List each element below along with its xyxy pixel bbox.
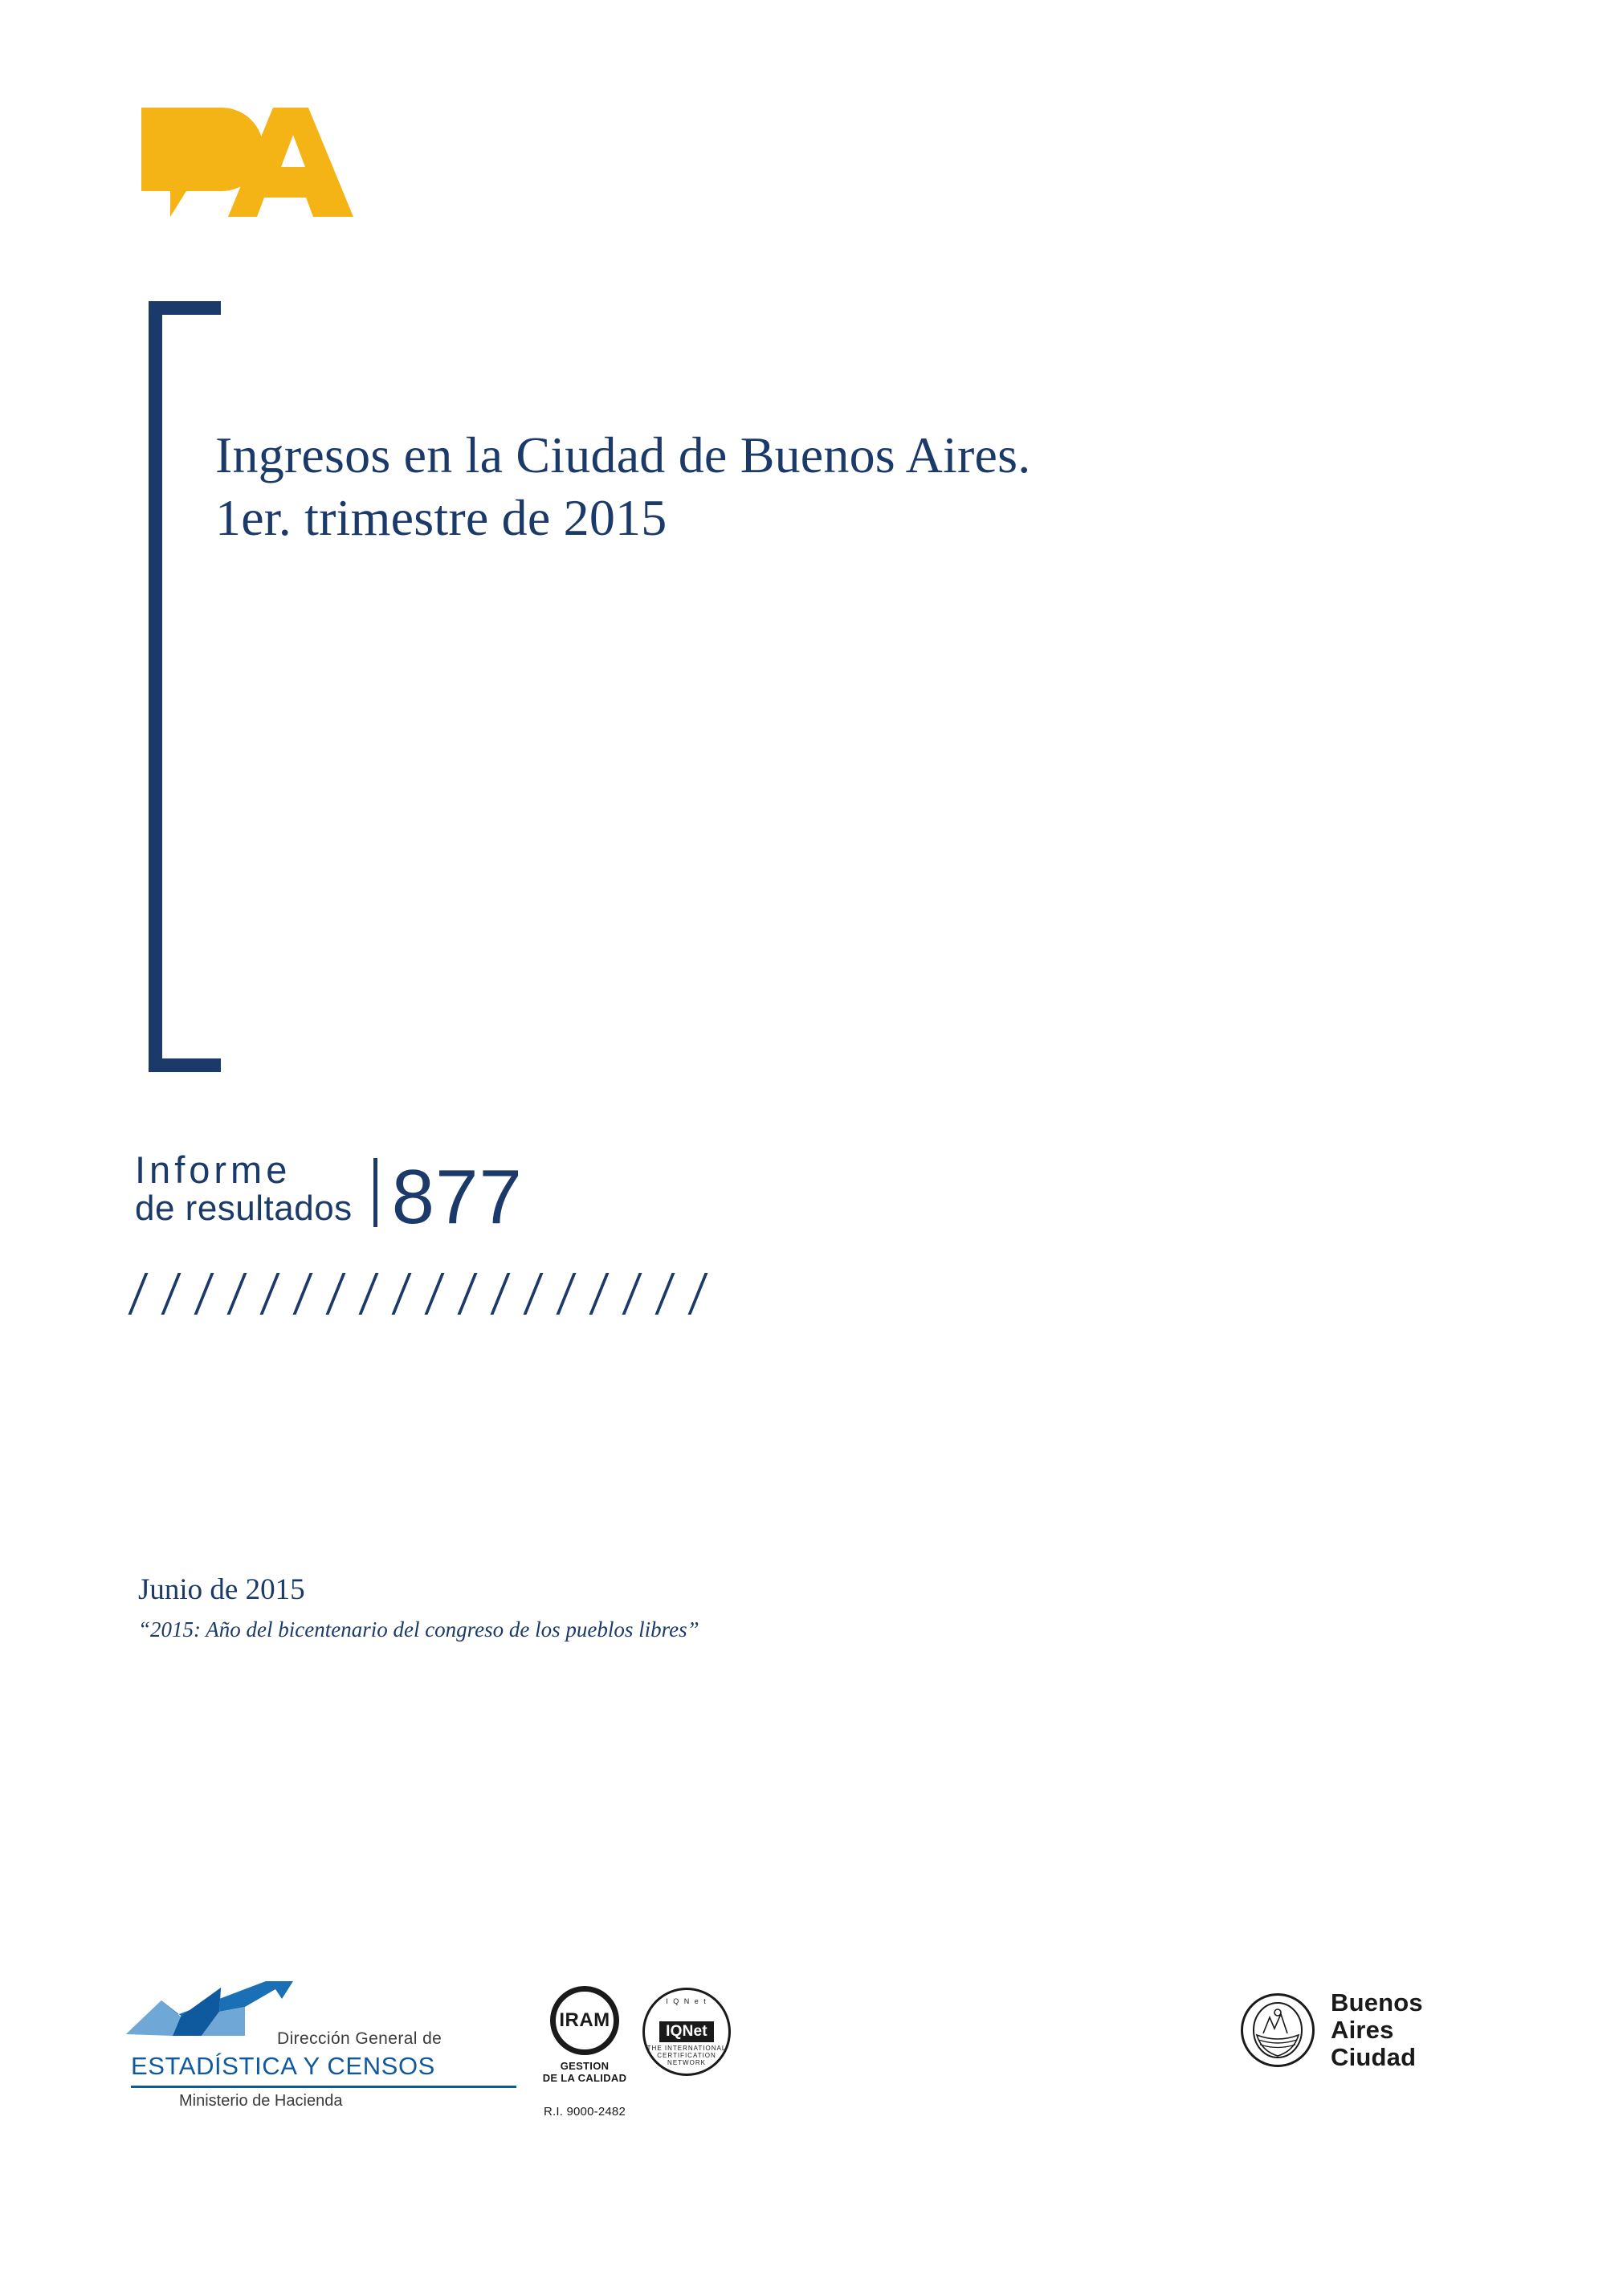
page-title <box>215 424 1468 549</box>
slash-mark <box>589 1273 622 1315</box>
dgec-bottom-text: Ministerio de Hacienda <box>179 2092 343 2110</box>
slash-mark <box>524 1273 557 1315</box>
publication-date: Junio de 2015 <box>138 1573 305 1606</box>
city-wordmark <box>1331 1989 1423 2071</box>
footer <box>0 1964 1623 2156</box>
city-line-3: Ciudad <box>1331 2043 1417 2072</box>
slash-mark <box>293 1273 326 1315</box>
certification-seals <box>540 1986 748 2135</box>
report-label-line-1: Informe <box>135 1148 292 1191</box>
iqnet-ring <box>642 1988 731 2076</box>
report-divider <box>373 1158 377 1227</box>
slash-mark <box>425 1273 458 1315</box>
report-label-block <box>135 1148 1099 1241</box>
city-line-2: Aires <box>1331 2016 1394 2045</box>
slash-mark <box>194 1273 227 1315</box>
report-label-line-2: de resultados <box>135 1189 353 1229</box>
report-number: 877 <box>391 1154 523 1241</box>
iqnet-top-text: I Q N e t <box>666 1997 708 2005</box>
dgec-top-text: Dirección General de <box>277 2029 442 2048</box>
slash-mark <box>688 1273 721 1315</box>
slash-mark <box>128 1273 161 1315</box>
slash-mark <box>227 1273 260 1315</box>
slash-mark <box>622 1273 655 1315</box>
dgec-logo <box>124 1980 526 2110</box>
decorative-bracket <box>149 301 221 1072</box>
ba-logo <box>138 104 371 233</box>
iram-line-2: DE LA CALIDAD <box>542 2072 627 2084</box>
dgec-main-text: ESTADÍSTICA Y CENSOS <box>131 2052 435 2080</box>
slash-mark <box>392 1273 425 1315</box>
iram-line-1: GESTION <box>560 2060 610 2072</box>
slash-mark <box>161 1273 194 1315</box>
slash-mark <box>260 1273 293 1315</box>
city-line-1: Buenos <box>1331 1988 1423 2017</box>
slash-mark <box>326 1273 359 1315</box>
decorative-slashes <box>128 1273 1044 1321</box>
publication-info <box>138 1570 1262 1646</box>
title-line-2: 1er. trimestre de 2015 <box>215 489 667 547</box>
slash-mark <box>359 1273 392 1315</box>
slash-mark <box>655 1273 688 1315</box>
city-government-logo <box>1241 1989 1423 2071</box>
iram-code: R.I. 9000-2482 <box>543 2105 626 2119</box>
year-slogan: “2015: Año del bicentenario del congreso de los pueblos libres” <box>138 1617 699 1641</box>
iram-mark: IRAM <box>550 1986 619 2055</box>
iram-seal <box>540 1986 630 2119</box>
title-line-1: Ingresos en la Ciudad de Buenos Aires. <box>215 426 1031 483</box>
slash-mark <box>491 1273 524 1315</box>
city-crest-icon <box>1241 1993 1315 2067</box>
dgec-rule <box>131 2086 516 2088</box>
slash-mark <box>458 1273 491 1315</box>
city-crest-drawing <box>1246 1998 1310 2062</box>
report-label-words <box>135 1150 353 1229</box>
slash-mark <box>557 1273 589 1315</box>
iqnet-seal <box>642 1988 729 2074</box>
iqnet-bottom-text: THE INTERNATIONAL CERTIFICATION NETWORK <box>646 2045 727 2066</box>
ba-logo-icon <box>138 104 371 233</box>
iqnet-mark: IQNet <box>659 2021 714 2042</box>
